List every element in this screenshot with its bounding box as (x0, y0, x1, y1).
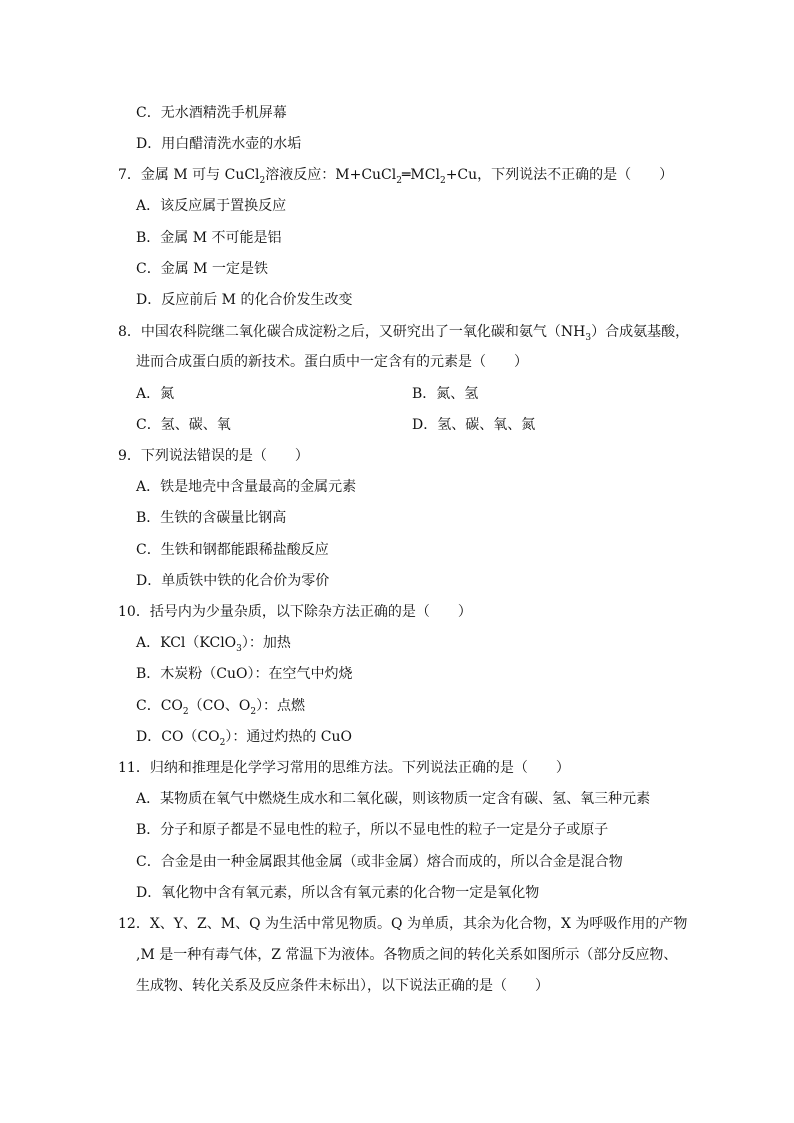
option-label: C． (136, 261, 161, 277)
q11-option-c[interactable] (136, 852, 623, 872)
option-label: A． (136, 198, 161, 214)
option-label: A． (136, 791, 161, 807)
option-label: B． (136, 666, 161, 682)
q8-option-a[interactable] (136, 384, 174, 404)
q7-stem: 7．金属 M 可与 CuCl$_2$溶液反应：M+CuCl$_2$═MCl$_2$+Cu，下列说法不正确的是（ ） (118, 167, 674, 186)
option-label: A． (136, 479, 161, 495)
question-number: 10． (118, 604, 150, 620)
q12-stem-line1: 12．X、Y、Z、M、Q 为生活中常见物质。Q 为单质，其余为化合物，X 为呼吸作用的产物 (118, 916, 688, 932)
question-number: 8． (118, 324, 141, 340)
option-label: B． (412, 386, 437, 402)
q6-option-d[interactable] (136, 134, 301, 154)
option-label: D． (136, 573, 162, 589)
option-text: 木炭粉（CuO）：在空气中灼烧 (160, 666, 353, 682)
q10-option-b[interactable] (136, 664, 353, 684)
q11-option-b[interactable] (136, 820, 608, 840)
option-text: 氢、碳、氧、氮 (437, 417, 536, 433)
q10-stem: 10．括号内为少量杂质，以下除杂方法正确的是（ ） (118, 604, 472, 620)
question-number: 7． (118, 167, 141, 183)
equals-sign: ═ (401, 167, 411, 183)
q10-option-c[interactable]: C．$CO_2(CO$、$O_2$）：点燃 (136, 698, 306, 717)
option-text: 氢、碳、氧 (160, 417, 231, 433)
option-label: D． (136, 729, 162, 745)
option-text: 铁是地壳中含量最高的金属元素 (160, 479, 357, 495)
option-text: 合金是由一种金属跟其他金属（或非金属）熔合而成的，所以合金是混合物 (160, 854, 623, 870)
option-label: C． (136, 854, 161, 870)
option-label: A． (136, 635, 161, 651)
option-text: 生铁和钢都能跟稀盐酸反应 (160, 542, 329, 558)
option-text: 氮、氢 (436, 386, 479, 402)
option-label: A． (136, 386, 161, 402)
q8-option-d[interactable] (412, 415, 535, 435)
option-label: D． (136, 885, 162, 901)
q8-stem-line1: 8．中国农科院继二氧化碳合成淀粉之后，又研究出了一氧化碳和氨气$(NH_3)$合成氨基酸， (118, 324, 690, 343)
option-label: B． (136, 822, 161, 838)
q7-option-d[interactable] (136, 290, 352, 310)
question-number: 9． (118, 448, 141, 464)
option-text: 该反应属于置换反应 (160, 198, 287, 214)
q10-option-d[interactable]: D．$CO(CO_2)$：通过灼热的 CuO (136, 729, 353, 748)
q11-option-a[interactable] (136, 789, 650, 809)
option-text: 某物质在氧气中燃烧生成水和二氧化碳，则该物质一定含有碳、氢、氧三种元素 (160, 791, 651, 807)
option-text: 生铁的含碳量比钢高 (160, 510, 287, 526)
q11-option-d[interactable] (136, 883, 539, 903)
option-text: 反应前后 M 的化合价发生改变 (161, 292, 353, 308)
option-text: 金属 M 一定是铁 (160, 261, 268, 277)
option-label: C． (136, 417, 161, 433)
q12-stem-line3: 生成物、转化关系及反应条件未标出），以下说法正确的是（ ） (136, 978, 549, 994)
option-text: 无水酒精洗手机屏幕 (160, 105, 287, 121)
option-label: C． (136, 105, 161, 121)
q7-option-b[interactable] (136, 228, 282, 248)
option-label: B． (136, 510, 161, 526)
q8-stem-line2: 进而合成蛋白质的新技术。蛋白质中一定含有的元素是（ ） (136, 354, 528, 370)
option-text: 用白醋清洗水壶的水垢 (161, 136, 302, 152)
q12-stem-line2: ,M 是一种有毒气体，Z 常温下为液体。各物质之间的转化关系如图所示（部分反应物、 (136, 947, 678, 963)
option-label: B． (136, 230, 161, 246)
q9-option-d[interactable] (136, 571, 329, 591)
option-text: 金属 M 不可能是铝 (160, 230, 282, 246)
option-label: D． (412, 417, 438, 433)
option-text: 氮 (160, 386, 175, 402)
question-number: 11． (118, 760, 150, 776)
option-label: D． (136, 136, 162, 152)
q7-option-c[interactable] (136, 259, 268, 279)
q8-option-c[interactable] (136, 415, 231, 435)
q9-option-a[interactable] (136, 477, 356, 497)
q11-stem: 11．归纳和推理是化学学习常用的思维方法。下列说法正确的是（ ） (118, 760, 570, 776)
q7-option-a[interactable] (136, 196, 286, 216)
option-text: 分子和原子都是不显电性的粒子，所以不显电性的粒子一定是分子或原子 (160, 822, 609, 838)
option-text: 单质铁中铁的化合价为零价 (161, 573, 330, 589)
q8-option-b[interactable] (412, 384, 478, 404)
option-text: 氧化物中含有氧元素，所以含有氧元素的化合物一定是氧化物 (161, 885, 540, 901)
question-number: 12． (118, 916, 150, 932)
q9-option-b[interactable] (136, 508, 286, 528)
q6-option-c[interactable] (136, 103, 287, 123)
q10-option-a[interactable]: A．KCl（KClO$_3$）：加热 (136, 635, 291, 654)
option-label: D． (136, 292, 162, 308)
q9-option-c[interactable] (136, 540, 329, 560)
q9-stem: 9．下列说法错误的是（ ） (118, 448, 309, 464)
option-label: C． (136, 542, 161, 558)
option-label: C． (136, 698, 161, 714)
